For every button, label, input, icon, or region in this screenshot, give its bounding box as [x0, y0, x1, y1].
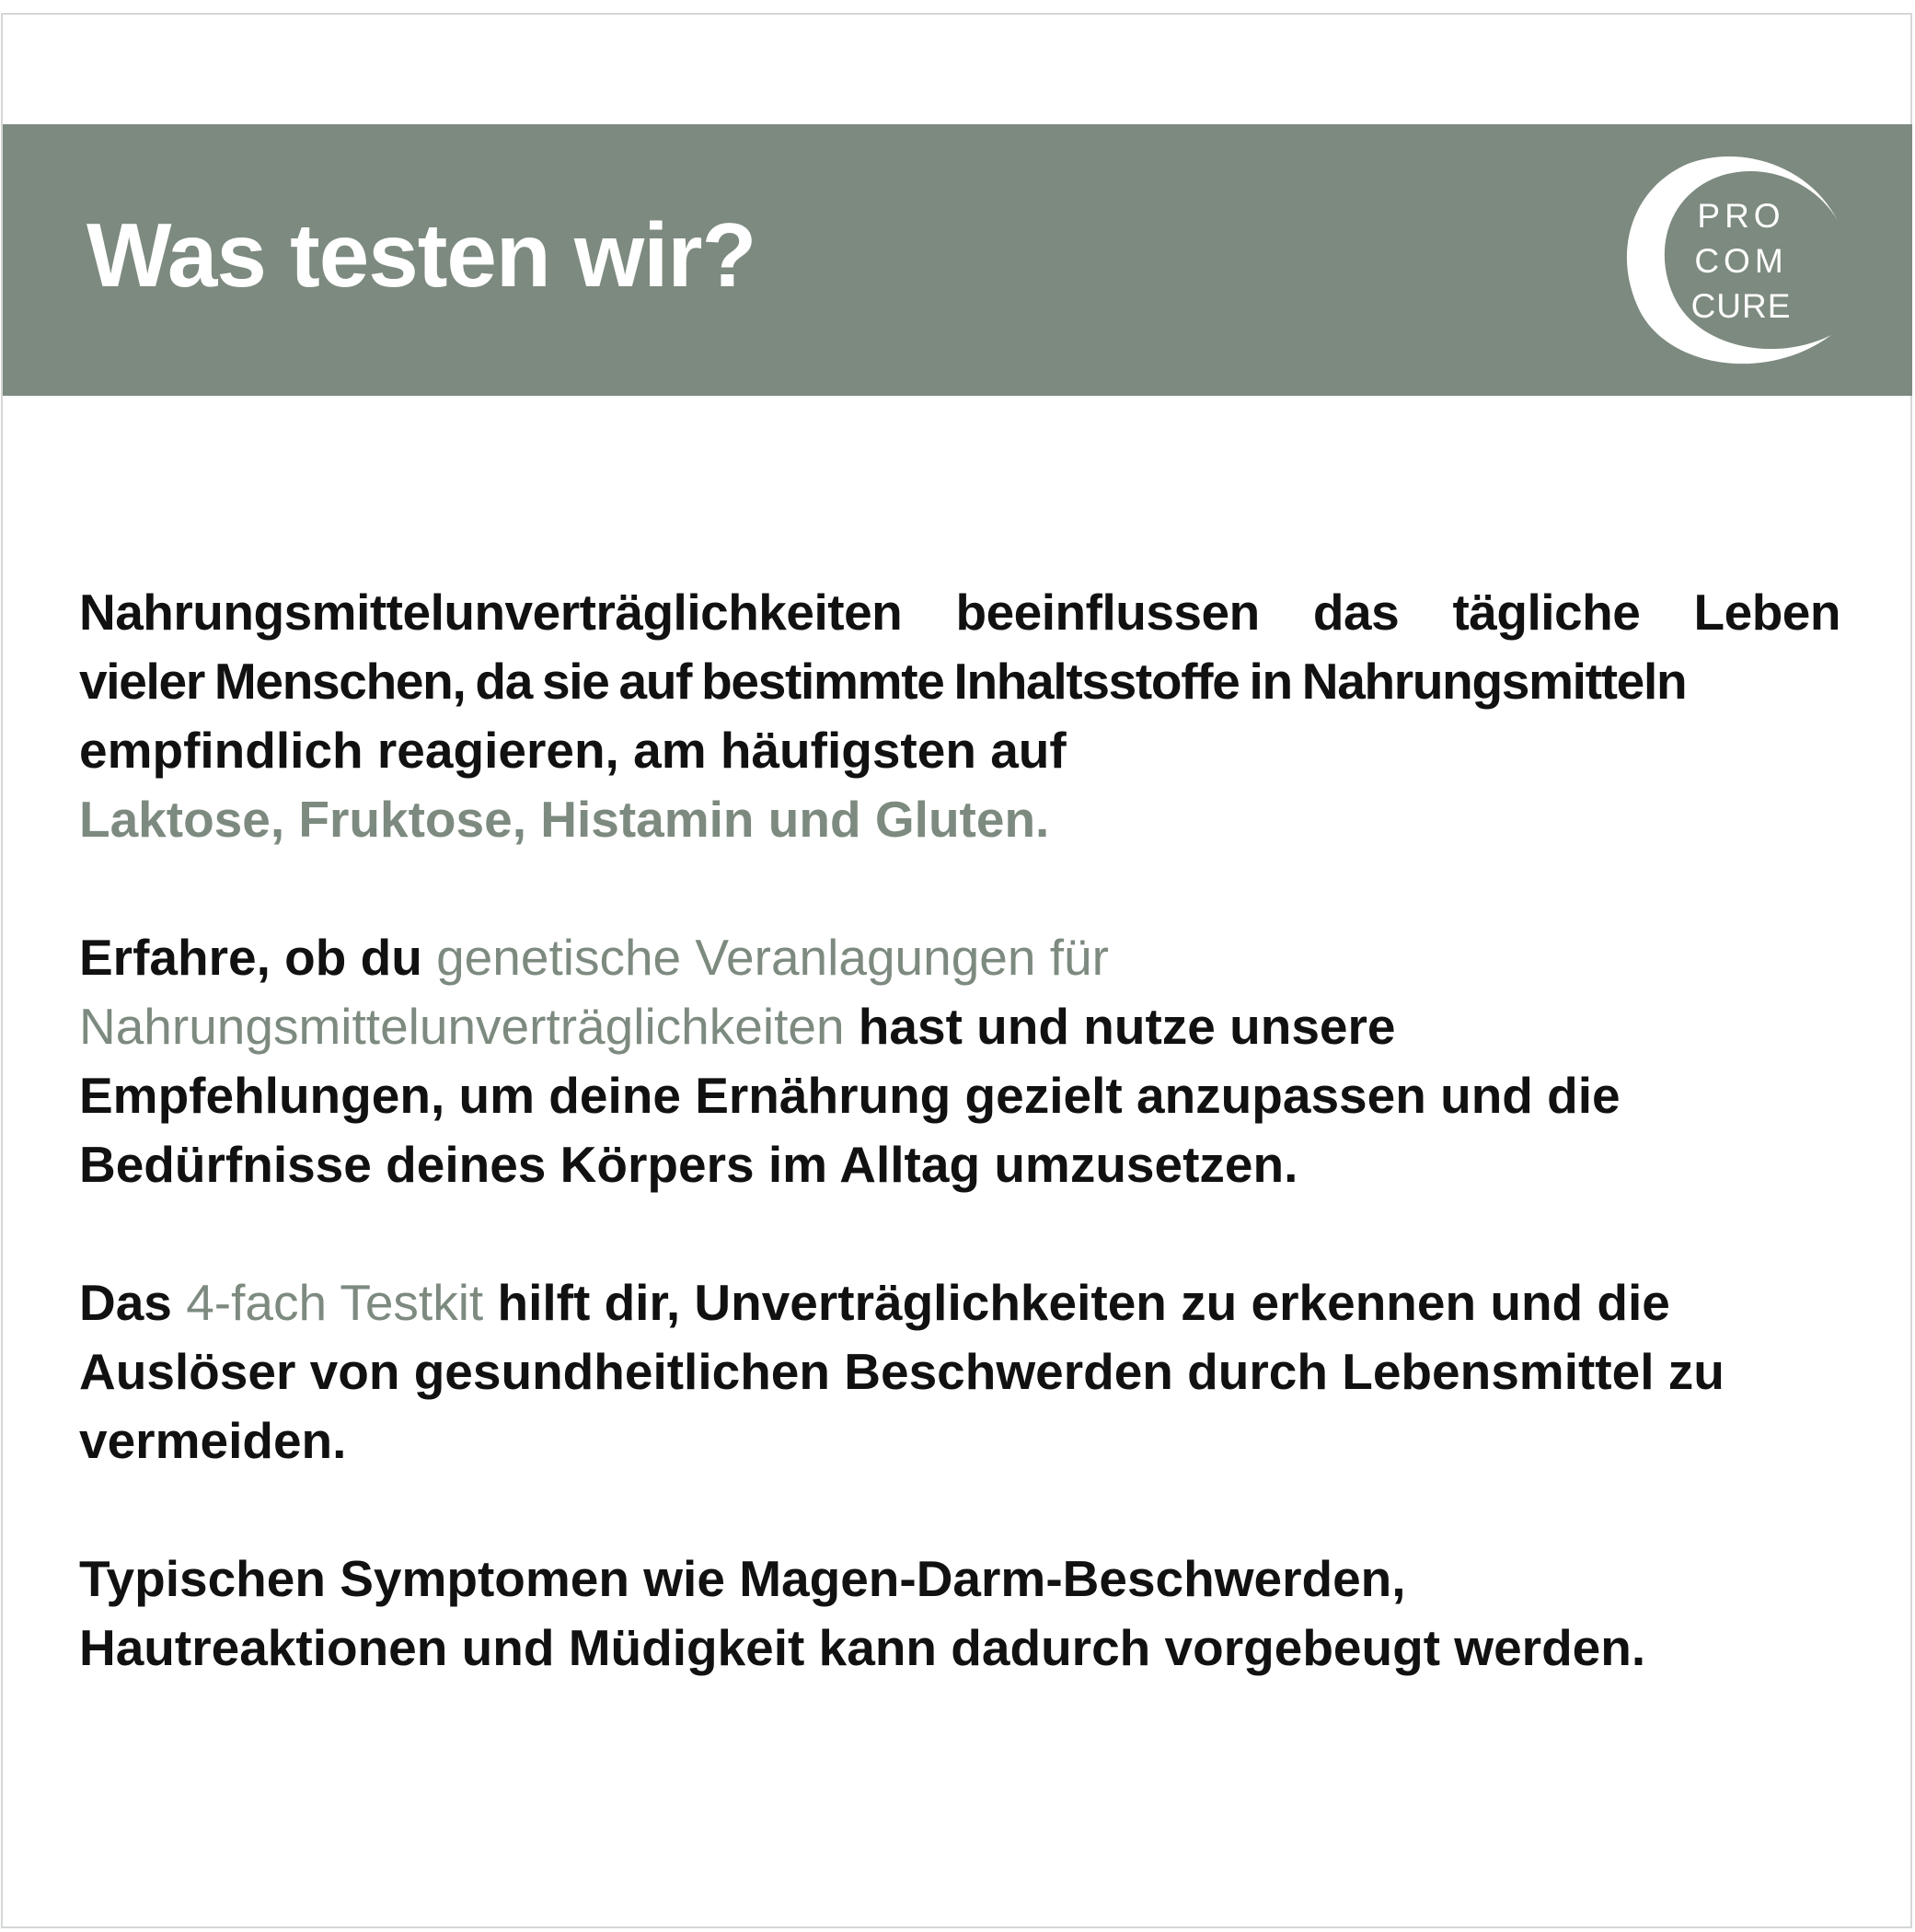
page-title: Was testen wir?	[87, 204, 756, 306]
paragraph-testkit-after: hilft dir, Unverträglichkeiten zu erkennen und die	[483, 1274, 1670, 1331]
procomcure-logo	[1612, 145, 1852, 376]
body-text	[79, 578, 1840, 1752]
paragraph-testkit-lead: Das	[79, 1274, 187, 1331]
logo-text-cure: CURE	[1690, 287, 1792, 325]
paragraph-genetics-after: hast und nutze unsere	[844, 998, 1396, 1055]
paragraph-testkit	[79, 1268, 1840, 1475]
paragraph-genetics-line-2	[79, 992, 1840, 1061]
paragraph-genetics-line-4: Bedürfnisse deines Körpers im Alltag umzusetzen.	[79, 1136, 1298, 1193]
paragraph-genetics-line-1	[79, 923, 1840, 992]
paragraph-testkit-line-3: vermeiden.	[79, 1412, 347, 1469]
paragraph-symptoms	[79, 1544, 1840, 1683]
logo-text-pro: PRO	[1697, 197, 1785, 235]
paragraph-symptoms-line-1: Typischen Symptomen wie Magen-Darm-Beschwerden,	[79, 1550, 1406, 1607]
logo-text-com: COM	[1694, 242, 1788, 280]
genetics-highlight-b: Nahrungsmittelunverträglichkeiten	[79, 998, 845, 1055]
paragraph-intro	[79, 578, 1840, 854]
paragraph-intro-line-2: vieler Menschen, da sie auf bestimmte Inhaltsstoffe in Nahrungsmitteln	[79, 653, 1687, 710]
genetics-highlight-a: genetische Veranlagungen für	[436, 929, 1109, 986]
intolerance-list-highlight: Laktose, Fruktose, Histamin und Gluten.	[79, 791, 1050, 848]
paragraph-testkit-line-1	[79, 1268, 1840, 1337]
paragraph-testkit-line-2: Auslöser von gesundheitlichen Beschwerden durch Lebensmittel zu	[79, 1343, 1725, 1400]
paragraph-intro-line-3: empfindlich reagieren, am häufigsten auf	[79, 722, 1067, 779]
paragraph-genetics-line-3: Empfehlungen, um deine Ernährung gezielt anzupassen und die	[79, 1067, 1621, 1124]
paragraph-symptoms-line-2: Hautreaktionen und Müdigkeit kann dadurch vorgebeugt werden.	[79, 1619, 1646, 1676]
paragraph-genetics-lead: Erfahre, ob du	[79, 929, 437, 986]
paragraph-intro-line-1: Nahrungsmittelunverträglichkeiten beeinflussen das tägliche Leben	[79, 584, 1840, 641]
paragraph-genetics	[79, 923, 1840, 1199]
testkit-highlight: 4-fach Testkit	[186, 1274, 484, 1331]
